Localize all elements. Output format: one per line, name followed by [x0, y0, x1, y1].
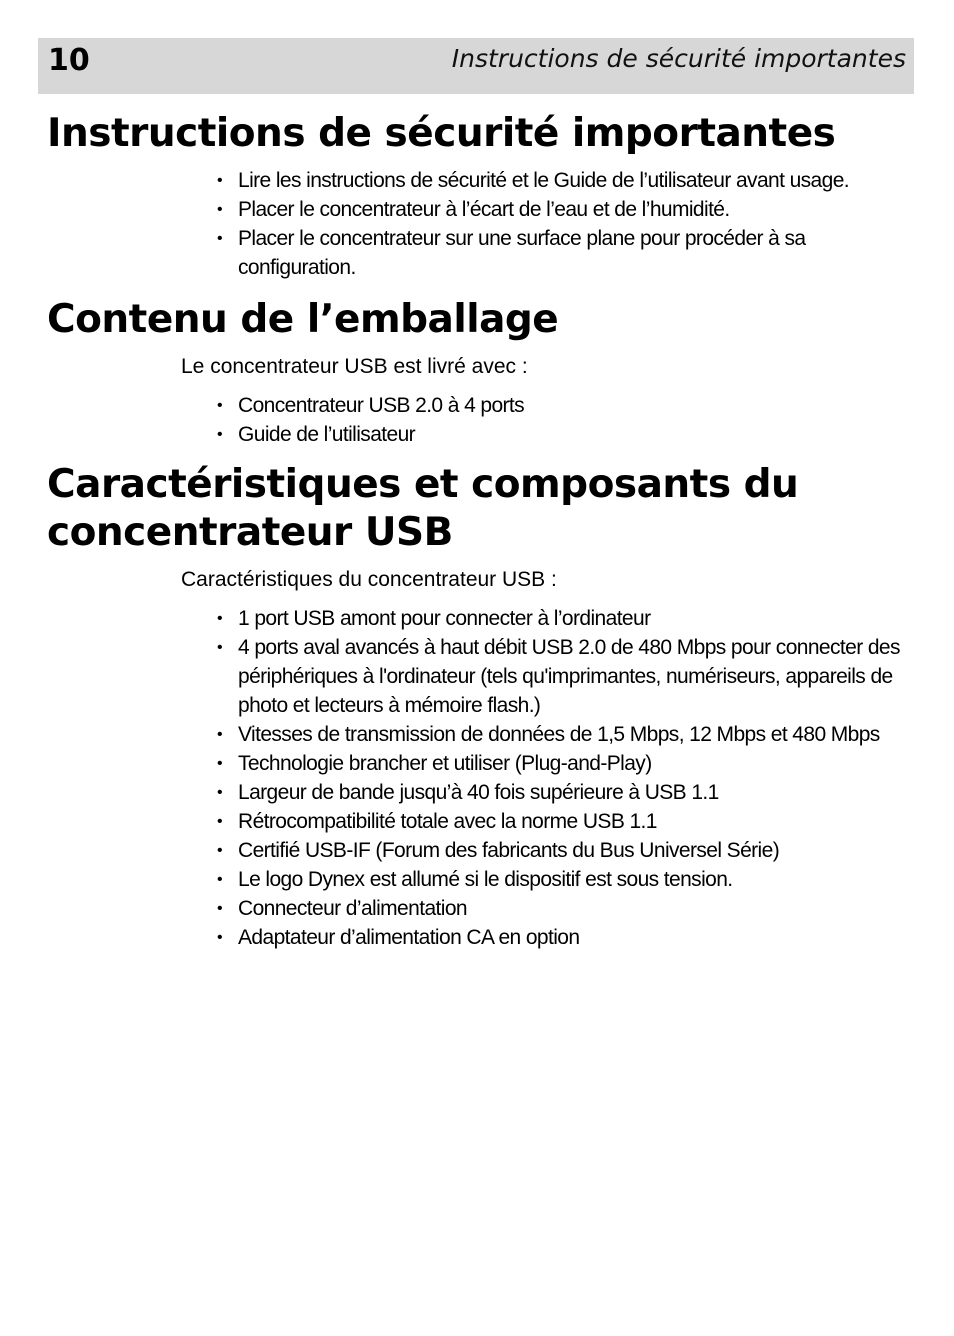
list-item: • Largeur de bande jusqu’à 40 fois supérieure à USB 1.1 [217, 778, 907, 807]
list-item: • Lire les instructions de sécurité et le Guide de l’utilisateur avant usage. [217, 166, 907, 195]
bullet-icon: • [217, 871, 223, 888]
section-title-features: Caractéristiques et composants du concentrateur USB [47, 462, 799, 555]
section-title-package: Contenu de l’emballage [47, 297, 559, 342]
list-item: • Connecteur d’alimentation [217, 894, 907, 923]
list-item: • 1 port USB amont pour connecter à l’ordinateur [217, 604, 907, 633]
bullet-icon: • [217, 842, 223, 859]
bullet-icon: • [217, 900, 223, 917]
bullet-icon: • [217, 726, 223, 743]
bullet-icon: • [217, 230, 223, 247]
list-item: • Concentrateur USB 2.0 à 4 ports [217, 391, 907, 420]
list-item: • Certifié USB-IF (Forum des fabricants du Bus Universel Série) [217, 836, 907, 865]
bullet-icon: • [217, 201, 223, 218]
list-item: • Technologie brancher et utiliser (Plug-and-Play) [217, 749, 907, 778]
list-item: • Le logo Dynex est allumé si le dispositif est sous tension. [217, 865, 907, 894]
bullet-icon: • [217, 929, 223, 946]
bullet-icon: • [217, 755, 223, 772]
section-title-safety: Instructions de sécurité importantes [47, 111, 836, 156]
bullet-icon: • [217, 610, 223, 627]
features-list [217, 604, 907, 952]
list-item: • Adaptateur d’alimentation CA en option [217, 923, 907, 952]
bullet-icon: • [217, 784, 223, 801]
bullet-icon: • [217, 397, 223, 414]
list-item: • Placer le concentrateur à l’écart de l’eau et de l’humidité. [217, 195, 907, 224]
running-title: Instructions de sécurité importantes [451, 44, 906, 73]
bullet-icon: • [217, 813, 223, 830]
package-intro: Le concentrateur USB est livré avec : [181, 355, 528, 378]
list-item: • Rétrocompatibilité totale avec la norme USB 1.1 [217, 807, 907, 836]
features-intro: Caractéristiques du concentrateur USB : [181, 568, 557, 591]
page-number: 10 [48, 43, 90, 78]
safety-list [217, 166, 907, 282]
list-item: • Vitesses de transmission de données de 1,5 Mbps, 12 Mbps et 480 Mbps [217, 720, 907, 749]
bullet-icon: • [217, 426, 223, 443]
page-content [47, 110, 907, 952]
list-item: • Placer le concentrateur sur une surface plane pour procéder à sa configuration. [217, 224, 907, 282]
list-item: • Guide de l’utilisateur [217, 420, 907, 449]
bullet-icon: • [217, 639, 223, 656]
bullet-icon: • [217, 172, 223, 189]
package-list [217, 391, 907, 449]
list-item: • 4 ports aval avancés à haut débit USB 2.0 de 480 Mbps pour connecter des périphériques à l'ordinateur (tels qu'imprimantes, numériseurs, appareils de photo et lecteurs à mémoire flash.) [217, 633, 907, 720]
